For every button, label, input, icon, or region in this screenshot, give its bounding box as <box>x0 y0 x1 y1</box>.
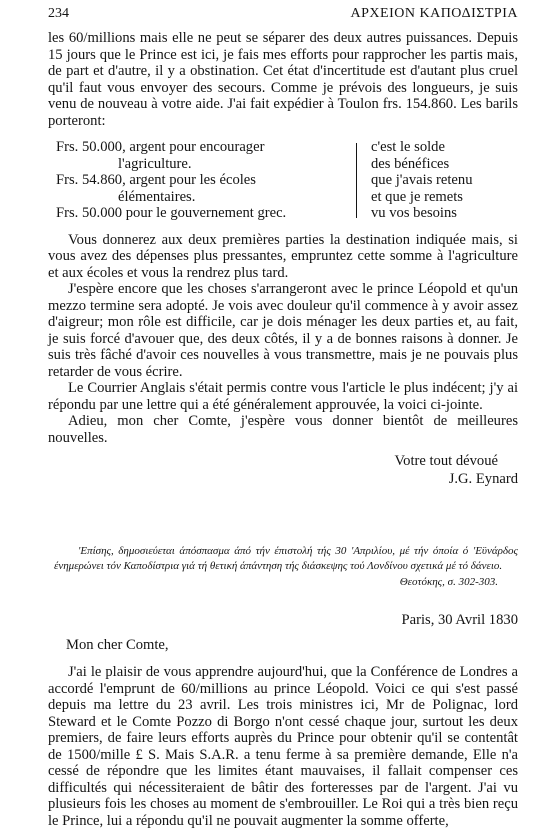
editorial-note: 'Επίσης, δημοσιεύεται άπόσπασμα άπό τήν έπιστολή τής 30 'Απριλίου, μέ τήν όποία ό 'Εϋνάρδος ένημερώνει τόν Καποδίστρια γιά τή θετική άπάντηση τής διάσκεψης τού Λονδίνου σχετικά μέ τό δάνειο. <box>54 545 518 572</box>
funds-list <box>56 139 518 222</box>
signature-block <box>48 452 518 488</box>
dateline: Paris, 30 Avril 1830 <box>401 612 518 628</box>
letter1-paragraph-1: les 60/millions mais elle ne peut se séparer des deux autres puissances. Depuis 15 jours que le Prince est ici, je fais mes efforts pour rapprocher les partis mais, de part et d'autre, il y a obstination. Cet état d'incertitude est d'autant plus cruel qu'il faut vous envoyer des secours. Comme je prévois des longueurs, je suis venu de nouveau à votre aide. J'ai fait expédier à Toulon frs. 154.860. Les barils porteront: <box>48 30 518 129</box>
note-source: Θεοτόκης, σ. 302-303. <box>399 576 498 588</box>
funds-item: Frs. 50.000 pour le gouvernement grec. <box>56 205 287 221</box>
funds-note: c'est le solde des bénéfices que j'avais retenu et que je remets vu vos besoins <box>371 139 473 221</box>
funds-item: Frs. 54.860, argent pour les écoles élémentaires. <box>56 172 256 205</box>
document-page <box>48 6 518 829</box>
letter1-paragraph-3: J'espère encore que les choses s'arrangeront avec le prince Léopold et qu'un mezzo termine sera adopté. Je vois avec douleur qu'il commence à y avoir assez d'aigreur; mon rôle est difficile, car je dois ménager les deux parties et, au fait, je suis forcé d'avouer que, des deux côtés, il y a de bonnes raisons à donner. Je suis très fâché d'avoir ces nouvelles à vous transmettre, mais je ne pouvais plus retarder de vous écrire. <box>48 281 518 380</box>
funds-item: Frs. 50.000, argent pour encourager l'agriculture. <box>56 139 265 172</box>
running-title: ΑΡΧΕΙΟΝ ΚΑΠΟΔΙΣΤΡΙΑ <box>350 6 518 21</box>
page-number: 234 <box>48 6 69 21</box>
closing: Votre tout dévoué <box>394 453 498 469</box>
salutation: Mon cher Comte, <box>66 637 169 653</box>
letter2-paragraph-1: J'ai le plaisir de vous apprendre aujourd'hui, que la Conférence de Londres a accordé l'emprunt de 60/millions au prince Léopold. Voici ce qui s'est passé depuis ma lettre du 23 avril. Les trois ministres ici, Mr de Polignac, lord Steward et le Comte Pozzo di Borgo n'ont cessé chaque jour, surtout les deux premiers, de faire leurs efforts auprès du Prince pour obtenir qu'il se contentât de 1500/mille £ S. Mais S.A.R. a tenu ferme à sa première demande, Elle n'a cessé de répondre que les limites étant mauvaises, il fallait compenser ces difficultés qui nécessiteraient de bâtir des forteresses par de l'argent. J'ai vu plusieurs fois les choses au moment de s'embrouiller. Le Roi qui a très bien reçu le Prince, lui a répondu qu'il ne pouvait augmenter la somme offerte, <box>48 664 518 829</box>
brace-divider <box>348 143 357 218</box>
signature: J.G. Eynard <box>448 471 518 487</box>
running-header <box>48 6 518 30</box>
letter1-paragraph-2: Vous donnerez aux deux premières parties la destination indiquée mais, si vous avez des dépenses plus pressantes, empruntez cette somme à l'agriculture et aux écoles et vous la rendrez plus tard. <box>48 231 518 281</box>
letter1-paragraph-4: Le Courrier Anglais s'était permis contre vous l'article le plus indécent; j'y ai répondu par une lettre qui a été généralement approuvée, la voici ci-jointe. <box>48 380 518 413</box>
letter1-paragraph-5: Adieu, mon cher Comte, j'espère vous donner bientôt de meilleures nouvelles. <box>48 413 518 446</box>
